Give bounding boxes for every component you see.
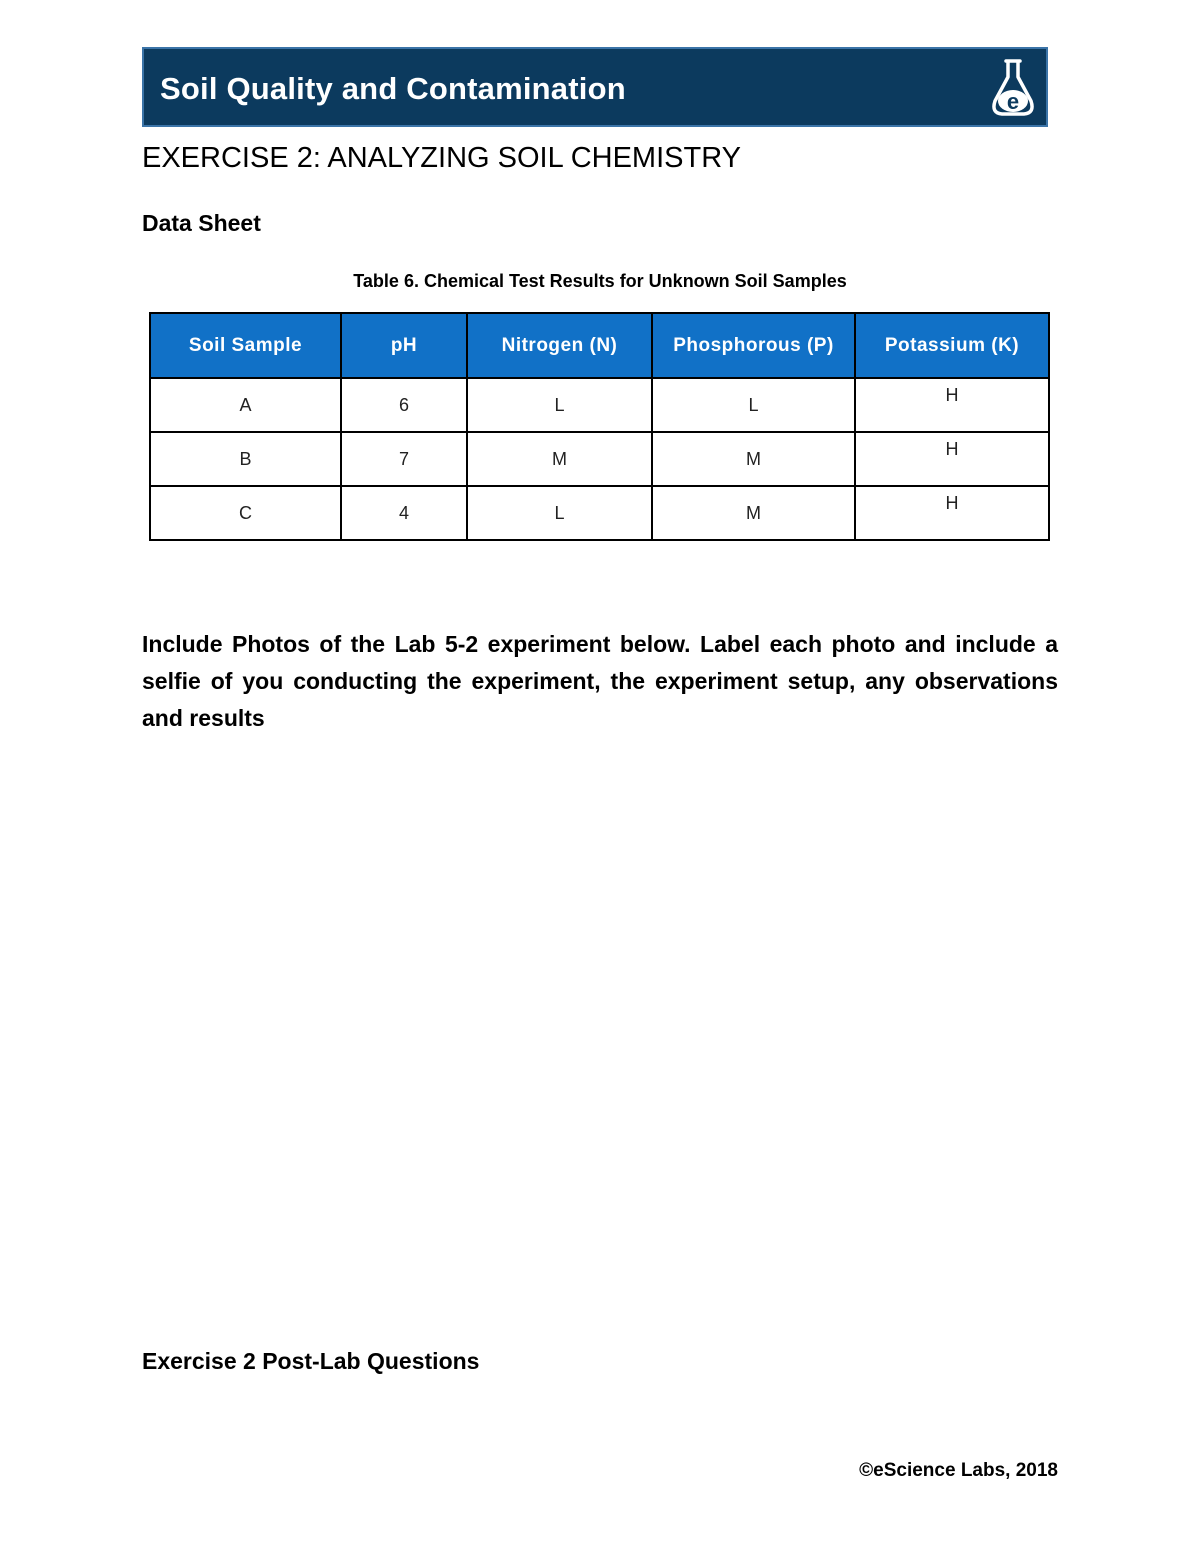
table-cell: H	[855, 486, 1049, 540]
table-cell: A	[150, 378, 341, 432]
post-lab-heading: Exercise 2 Post-Lab Questions	[142, 1348, 480, 1374]
column-header: Soil Sample	[150, 313, 341, 378]
column-header: Phosphorous (P)	[652, 313, 855, 378]
table-cell: L	[467, 378, 652, 432]
table-cell: M	[652, 432, 855, 486]
table-cell: M	[467, 432, 652, 486]
table-cell: 6	[341, 378, 467, 432]
exercise-heading: EXERCISE 2: ANALYZING SOIL CHEMISTRY	[142, 142, 741, 174]
column-header: Nitrogen (N)	[467, 313, 652, 378]
table-header-row	[150, 313, 1049, 378]
results-table	[149, 312, 1050, 541]
table-cell: L	[467, 486, 652, 540]
table-cell: H	[855, 432, 1049, 486]
table-row	[150, 486, 1049, 540]
header-banner	[142, 47, 1048, 127]
table-cell: M	[652, 486, 855, 540]
table-cell: 4	[341, 486, 467, 540]
copyright-footer: ©eScience Labs, 2018	[859, 1460, 1058, 1481]
column-header: pH	[341, 313, 467, 378]
table-row	[150, 378, 1049, 432]
escience-flask-logo-icon	[988, 57, 1038, 119]
document-title: Soil Quality and Contamination	[160, 71, 626, 106]
table-caption: Table 6. Chemical Test Results for Unknown Soil Samples	[353, 271, 847, 291]
column-header: Potassium (K)	[855, 313, 1049, 378]
table-row	[150, 432, 1049, 486]
table-cell: 7	[341, 432, 467, 486]
section-title: Data Sheet	[142, 210, 261, 236]
photo-instructions: Include Photos of the Lab 5-2 experiment below. Label each photo and include a selfie of you conducting the experiment, the experiment setup, any observations and results	[142, 631, 1058, 731]
table-cell: H	[855, 378, 1049, 432]
table-cell: B	[150, 432, 341, 486]
table-cell: C	[150, 486, 341, 540]
table-cell: L	[652, 378, 855, 432]
svg-text:e: e	[1006, 89, 1020, 114]
